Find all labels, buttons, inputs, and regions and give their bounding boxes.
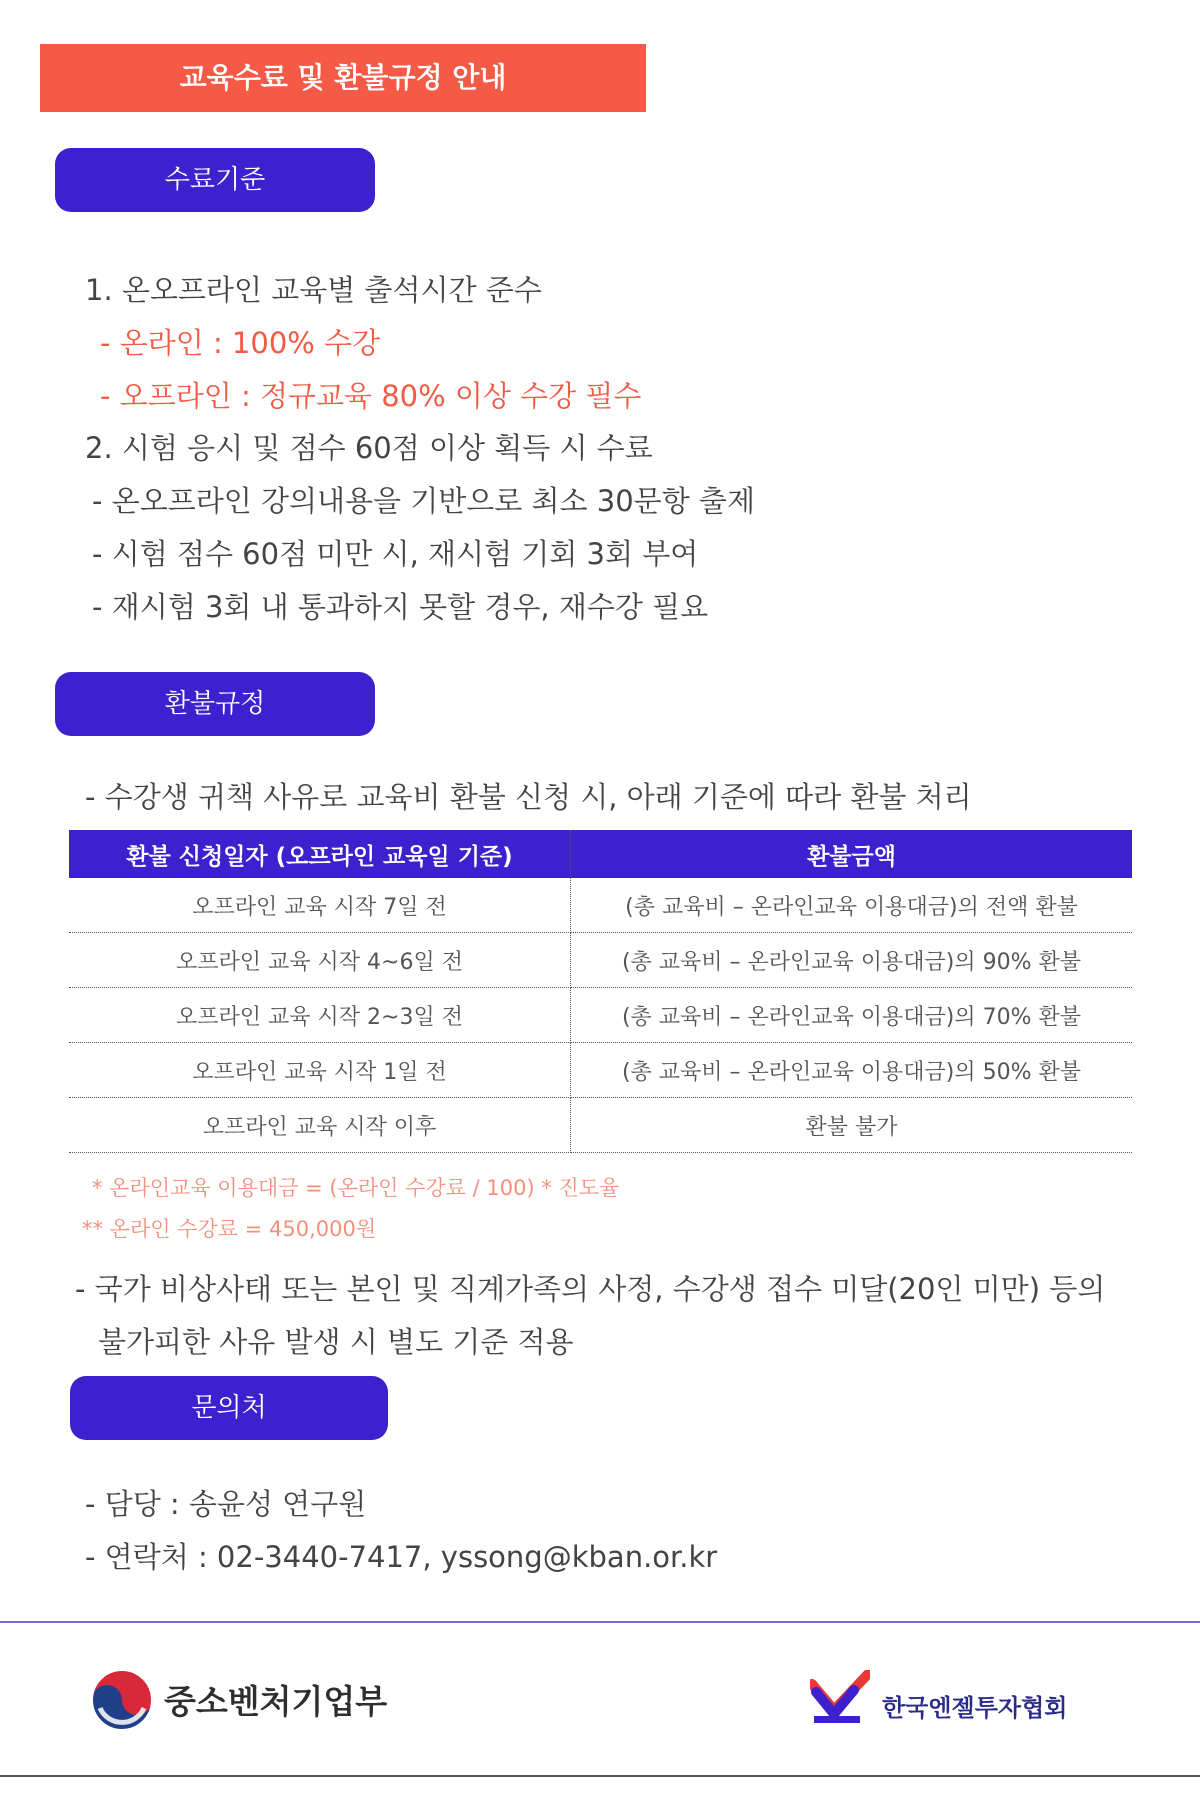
- footnote-online-fee-amount: ** 온라인 수강료 = 450,000원: [82, 1217, 377, 1241]
- table-cell-amount: (총 교육비 – 온라인교육 이용대금)의 전액 환불: [571, 878, 1133, 933]
- table-row: [69, 1098, 1132, 1153]
- table-cell-date: 오프라인 교육 시작 4~6일 전: [69, 933, 571, 988]
- footnote-online-fee-formula: * 온라인교육 이용대금 = (온라인 수강료 / 100) * 진도율: [92, 1176, 620, 1200]
- table-cell-date: 오프라인 교육 시작 1일 전: [69, 1043, 571, 1098]
- association-name: 한국엔젤투자협회: [882, 1694, 1068, 1722]
- contact-phone-email: - 연락처 : 02-3440-7417, yssong@kban.or.kr: [85, 1540, 718, 1574]
- refund-exception-line-1: - 국가 비상사태 또는 본인 및 직계가족의 사정, 수강생 접수 미달(20인 미만) 등의: [75, 1272, 1106, 1306]
- table-cell-amount: 환불 불가: [571, 1098, 1133, 1153]
- table-cell-date: 오프라인 교육 시작 2~3일 전: [69, 988, 571, 1043]
- column-header-date: 환불 신청일자 (오프라인 교육일 기준): [69, 830, 571, 878]
- refund-exception-line-2: 불가피한 사유 발생 시 별도 기준 적용: [98, 1325, 574, 1359]
- completion-line-exam-questions: - 온오프라인 강의내용을 기반으로 최소 30문항 출제: [92, 484, 755, 518]
- section-label-contact: 문의처: [70, 1376, 388, 1440]
- table-row: [69, 1043, 1132, 1098]
- table-cell-date: 오프라인 교육 시작 이후: [69, 1098, 571, 1153]
- completion-line-retake-chances: - 시험 점수 60점 미만 시, 재시험 기회 3회 부여: [92, 537, 699, 571]
- table-cell-date: 오프라인 교육 시작 7일 전: [69, 878, 571, 933]
- contact-person: - 담당 : 송윤성 연구원: [85, 1487, 367, 1521]
- table-row: [69, 988, 1132, 1043]
- taegeuk-icon: [90, 1668, 154, 1732]
- completion-line-retake-required: - 재시험 3회 내 통과하지 못할 경우, 재수강 필요: [92, 590, 709, 624]
- footer-divider: [0, 1621, 1200, 1623]
- table-row: [69, 878, 1132, 933]
- completion-line-offline: - 오프라인 : 정규교육 80% 이상 수강 필수: [100, 379, 642, 413]
- table-header-row: [69, 830, 1132, 878]
- kban-check-icon: [810, 1670, 870, 1726]
- completion-line-2: 2. 시험 응시 및 점수 60점 이상 획득 시 수료: [85, 431, 653, 465]
- completion-line-1: 1. 온오프라인 교육별 출석시간 준수: [85, 273, 542, 307]
- completion-line-online: - 온라인 : 100% 수강: [100, 326, 381, 360]
- table-cell-amount: (총 교육비 – 온라인교육 이용대금)의 90% 환불: [571, 933, 1133, 988]
- table-row: [69, 933, 1132, 988]
- ministry-name: 중소벤처기업부: [164, 1682, 388, 1721]
- section-label-refund: 환불규정: [55, 672, 375, 736]
- bottom-divider: [0, 1775, 1200, 1777]
- table-cell-amount: (총 교육비 – 온라인교육 이용대금)의 50% 환불: [571, 1043, 1133, 1098]
- page-title: 교육수료 및 환불규정 안내: [40, 44, 646, 112]
- column-header-amount: 환불금액: [571, 830, 1133, 878]
- table-cell-amount: (총 교육비 – 온라인교육 이용대금)의 70% 환불: [571, 988, 1133, 1043]
- refund-table: [69, 830, 1132, 1153]
- refund-intro: - 수강생 귀책 사유로 교육비 환불 신청 시, 아래 기준에 따라 환불 처리: [85, 780, 972, 814]
- section-label-completion: 수료기준: [55, 148, 375, 212]
